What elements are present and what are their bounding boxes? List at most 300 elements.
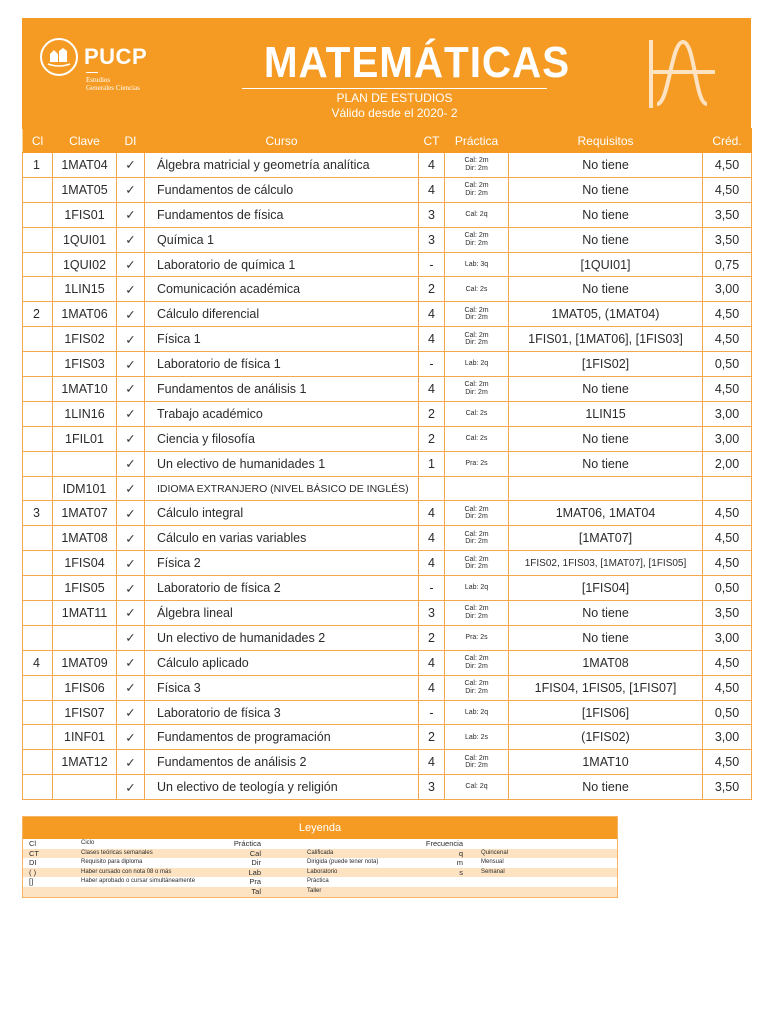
legend-practice-description: Dirigida (puede tener nota) (307, 859, 379, 866)
practice-cell (445, 576, 509, 601)
course-name-cell: Fundamentos de programación (145, 725, 419, 750)
course-code-cell: 1FIS07 (53, 700, 117, 725)
diploma-check-icon: ✓ (117, 625, 145, 650)
course-code-cell: 1MAT04 (53, 153, 117, 178)
legend-practice-code: Tal (251, 886, 261, 896)
legend-row (23, 868, 617, 878)
table-row (23, 327, 752, 352)
practice-line-2: Dir: 2m (465, 314, 488, 322)
course-name-cell: Un electivo de humanidades 1 (145, 451, 419, 476)
diploma-check-icon: ✓ (117, 153, 145, 178)
practice-line-1: Lab: 2q (464, 360, 489, 368)
col-requisitos: Requisitos (509, 129, 703, 153)
practice-line-1: Cal: 2m (464, 555, 489, 563)
theory-hours-cell: 4 (419, 327, 445, 352)
table-row (23, 625, 752, 650)
requirements-cell: No tiene (509, 202, 703, 227)
col-curso: Curso (145, 129, 419, 153)
course-name-cell: Comunicación académica (145, 277, 419, 302)
credits-cell: 0,50 (703, 700, 752, 725)
requirements-cell: No tiene (509, 153, 703, 178)
practice-line-1: Cal: 2m (464, 655, 489, 663)
diploma-check-icon: ✓ (117, 202, 145, 227)
legend-practice-description: Laboratorio (307, 868, 338, 875)
table-row (23, 202, 752, 227)
practice-cell (445, 775, 509, 800)
table-row (23, 700, 752, 725)
diploma-check-icon: ✓ (117, 725, 145, 750)
requirements-cell: No tiene (509, 426, 703, 451)
pucp-logo (40, 38, 170, 108)
diploma-check-icon: ✓ (117, 601, 145, 626)
cycle-cell (23, 526, 53, 551)
legend-frequency-description: Mensual (481, 859, 504, 866)
requirements-cell: [1FIS02] (509, 352, 703, 377)
requirements-cell: No tiene (509, 227, 703, 252)
practice-line-2: Dir: 2m (465, 339, 488, 347)
course-name-cell: Cálculo diferencial (145, 302, 419, 327)
cycle-cell (23, 327, 53, 352)
practice-line-1: Pra: 2s (465, 459, 488, 467)
table-row (23, 650, 752, 675)
practice-cell (445, 625, 509, 650)
course-name-cell: Un electivo de teología y religión (145, 775, 419, 800)
credits-cell: 4,50 (703, 526, 752, 551)
practice-line-2: Dir: 2m (465, 762, 488, 770)
legend-frequency-description: Semanal (481, 868, 505, 875)
practice-line-1: Cal: 2q (465, 783, 488, 791)
col-clave: Clave (53, 129, 117, 153)
legend-code: [] (29, 877, 34, 887)
course-name-cell: Laboratorio de química 1 (145, 252, 419, 277)
practice-cell (445, 551, 509, 576)
requirements-cell: [1FIS04] (509, 576, 703, 601)
credits-cell: 3,50 (703, 601, 752, 626)
course-name-cell: Laboratorio de física 3 (145, 700, 419, 725)
theory-hours-cell: 4 (419, 526, 445, 551)
credits-cell: 3,00 (703, 426, 752, 451)
legend-practice-description: Calificada (307, 849, 334, 856)
practice-line-1: Cal: 2s (465, 410, 488, 418)
credits-cell: 3,50 (703, 775, 752, 800)
requirements-cell (509, 476, 703, 501)
practice-cell (445, 750, 509, 775)
cycle-cell (23, 277, 53, 302)
theory-hours-cell: 4 (419, 750, 445, 775)
practice-cell (445, 451, 509, 476)
requirements-cell: [1FIS06] (509, 700, 703, 725)
course-name-cell: Ciencia y filosofía (145, 426, 419, 451)
legend-frequency-description: Quincenal (481, 849, 509, 856)
cycle-cell: 4 (23, 650, 53, 675)
table-row (23, 377, 752, 402)
requirements-cell: No tiene (509, 377, 703, 402)
credits-cell: 4,50 (703, 153, 752, 178)
legend-box (22, 816, 618, 898)
practice-line-2: Dir: 2m (465, 612, 488, 620)
practice-line-2: Dir: 2m (465, 164, 488, 172)
legend-description: Ciclo (81, 840, 95, 846)
course-code-cell: 1FIS02 (53, 327, 117, 352)
legend-row (23, 877, 617, 887)
practice-line-2: Dir: 2m (465, 662, 488, 670)
course-name-cell: Laboratorio de física 1 (145, 352, 419, 377)
theory-hours-cell: 4 (419, 302, 445, 327)
practice-line-2: Dir: 2m (465, 538, 488, 546)
requirements-cell: 1MAT10 (509, 750, 703, 775)
cycle-cell (23, 426, 53, 451)
theory-hours-cell: - (419, 352, 445, 377)
cycle-cell: 1 (23, 153, 53, 178)
credits-cell: 0,50 (703, 576, 752, 601)
credits-cell: 3,00 (703, 725, 752, 750)
course-code-cell: 1QUI02 (53, 252, 117, 277)
diploma-check-icon: ✓ (117, 526, 145, 551)
practice-cell (445, 277, 509, 302)
table-row (23, 352, 752, 377)
cycle-cell (23, 601, 53, 626)
requirements-cell: 1MAT05, (1MAT04) (509, 302, 703, 327)
credits-cell: 0,50 (703, 352, 752, 377)
course-code-cell: 1FIS01 (53, 202, 117, 227)
course-name-cell: Física 3 (145, 675, 419, 700)
course-name-cell: Fundamentos de análisis 1 (145, 377, 419, 402)
practice-cell (445, 700, 509, 725)
practice-cell (445, 352, 509, 377)
credits-cell: 4,50 (703, 501, 752, 526)
credits-cell: 3,00 (703, 277, 752, 302)
diploma-check-icon: ✓ (117, 501, 145, 526)
practice-cell (445, 377, 509, 402)
requirements-cell: (1FIS02) (509, 725, 703, 750)
credits-cell: 4,50 (703, 327, 752, 352)
practice-cell (445, 202, 509, 227)
theory-hours-cell: 2 (419, 625, 445, 650)
credits-cell: 3,50 (703, 202, 752, 227)
course-code-cell: 1MAT09 (53, 650, 117, 675)
diploma-check-icon: ✓ (117, 576, 145, 601)
page-title: MATEMÁTICAS (263, 38, 571, 87)
table-row (23, 451, 752, 476)
practice-line-1: Cal: 2m (464, 182, 489, 190)
col-diploma: DI (117, 129, 145, 153)
cycle-cell (23, 725, 53, 750)
course-name-cell: Fundamentos de análisis 2 (145, 750, 419, 775)
practice-cell (445, 501, 509, 526)
practice-cell (445, 601, 509, 626)
legend-practice-code: Pra (249, 877, 261, 887)
table-row (23, 401, 752, 426)
legend-description: Haber cursado con nota 08 o más (81, 868, 172, 875)
requirements-cell: [1QUI01] (509, 252, 703, 277)
theory-hours-cell: - (419, 576, 445, 601)
legend-code: ( ) (29, 867, 37, 877)
cycle-cell: 2 (23, 302, 53, 327)
practice-line-1: Cal: 2m (464, 754, 489, 762)
table-row (23, 576, 752, 601)
requirements-cell: [1MAT07] (509, 526, 703, 551)
course-name-cell: Álgebra matricial y geometría analítica (145, 153, 419, 178)
practice-line-1: Pra: 2s (465, 634, 488, 642)
table-row (23, 601, 752, 626)
legend-code: DI (29, 858, 37, 868)
practice-cell (445, 252, 509, 277)
credits-cell: 4,50 (703, 750, 752, 775)
course-name-cell: Laboratorio de física 2 (145, 576, 419, 601)
col-practica: Práctica (445, 129, 509, 153)
diploma-check-icon: ✓ (117, 426, 145, 451)
cycle-cell (23, 352, 53, 377)
math-function-icon (643, 34, 723, 114)
theory-hours-cell: - (419, 252, 445, 277)
theory-hours-cell: 3 (419, 202, 445, 227)
col-creditos: Créd. (703, 129, 752, 153)
pucp-seal-icon (40, 38, 78, 76)
curriculum-table (22, 128, 752, 800)
table-row (23, 775, 752, 800)
diploma-check-icon: ✓ (117, 327, 145, 352)
practice-line-1: Cal: 2m (464, 306, 489, 314)
practice-line-2: Dir: 2m (465, 189, 488, 197)
theory-hours-cell: 3 (419, 601, 445, 626)
requirements-cell: 1LIN15 (509, 401, 703, 426)
course-code-cell: 1FIS04 (53, 551, 117, 576)
course-name-cell: Un electivo de humanidades 2 (145, 625, 419, 650)
course-code-cell: 1FIS06 (53, 675, 117, 700)
diploma-check-icon: ✓ (117, 650, 145, 675)
practice-line-1: Lab: 2q (464, 708, 489, 716)
practice-line-1: Cal: 2m (464, 680, 489, 688)
col-ciclo: Cl (23, 129, 53, 153)
cycle-cell (23, 625, 53, 650)
credits-cell: 3,50 (703, 227, 752, 252)
course-code-cell: 1MAT05 (53, 177, 117, 202)
diploma-check-icon: ✓ (117, 277, 145, 302)
table-header-row (23, 129, 752, 153)
title-divider (242, 88, 547, 89)
table-row (23, 277, 752, 302)
requirements-cell: No tiene (509, 177, 703, 202)
course-code-cell: 1INF01 (53, 725, 117, 750)
legend-row (23, 887, 617, 897)
theory-hours-cell: 4 (419, 650, 445, 675)
diploma-check-icon: ✓ (117, 476, 145, 501)
credits-cell: 4,50 (703, 377, 752, 402)
diploma-check-icon: ✓ (117, 352, 145, 377)
legend-row (23, 839, 617, 849)
credits-cell: 4,50 (703, 177, 752, 202)
practice-line-1: Cal: 2m (464, 605, 489, 613)
table-row (23, 252, 752, 277)
diploma-check-icon: ✓ (117, 252, 145, 277)
credits-cell: 4,50 (703, 302, 752, 327)
cycle-cell (23, 775, 53, 800)
course-code-cell: 1FIS03 (53, 352, 117, 377)
practice-cell (445, 302, 509, 327)
theory-hours-cell: 4 (419, 501, 445, 526)
page-header (22, 18, 751, 128)
legend-practice-code: Lab (248, 867, 261, 877)
practice-line-1: Cal: 2s (465, 434, 488, 442)
credits-cell: 4,50 (703, 551, 752, 576)
table-row (23, 302, 752, 327)
legend-row (23, 849, 617, 859)
legend-practice-description: Práctica (307, 878, 329, 885)
table-row (23, 551, 752, 576)
practice-line-2: Dir: 2m (465, 513, 488, 521)
table-row (23, 426, 752, 451)
table-row (23, 177, 752, 202)
diploma-check-icon: ✓ (117, 700, 145, 725)
diploma-check-icon: ✓ (117, 775, 145, 800)
theory-hours-cell: 2 (419, 401, 445, 426)
plan-label: PLAN DE ESTUDIOS (336, 91, 453, 105)
theory-hours-cell: 2 (419, 426, 445, 451)
practice-line-1: Cal: 2m (464, 530, 489, 538)
requirements-cell: No tiene (509, 625, 703, 650)
theory-hours-cell: 4 (419, 177, 445, 202)
requirements-cell: 1FIS02, 1FIS03, [1MAT07], [1FIS05] (509, 551, 703, 576)
theory-hours-cell: 4 (419, 377, 445, 402)
requirements-cell: No tiene (509, 451, 703, 476)
cycle-cell: 3 (23, 501, 53, 526)
legend-practice-code: Dir (251, 858, 261, 868)
course-name-cell: Cálculo en varias variables (145, 526, 419, 551)
practice-line-2: Dir: 2m (465, 388, 488, 396)
diploma-check-icon: ✓ (117, 675, 145, 700)
course-name-cell: Cálculo integral (145, 501, 419, 526)
cycle-cell (23, 377, 53, 402)
diploma-check-icon: ✓ (117, 377, 145, 402)
practice-cell (445, 227, 509, 252)
theory-hours-cell: 3 (419, 775, 445, 800)
page-subtitle (242, 91, 547, 121)
table-row (23, 476, 752, 501)
diploma-check-icon: ✓ (117, 451, 145, 476)
table-row (23, 526, 752, 551)
diploma-check-icon: ✓ (117, 177, 145, 202)
logo-text: PUCP (84, 44, 148, 69)
cycle-cell (23, 227, 53, 252)
practice-line-2: Dir: 2m (465, 239, 488, 247)
cycle-cell (23, 202, 53, 227)
requirements-cell: No tiene (509, 601, 703, 626)
diploma-check-icon: ✓ (117, 302, 145, 327)
practice-line-1: Cal: 2m (464, 381, 489, 389)
credits-cell: 2,00 (703, 451, 752, 476)
practice-line-1: Lab: 3q (464, 260, 489, 268)
practice-line-1: Cal: 2m (464, 331, 489, 339)
theory-hours-cell: - (419, 700, 445, 725)
practice-cell (445, 327, 509, 352)
diploma-check-icon: ✓ (117, 551, 145, 576)
table-row (23, 227, 752, 252)
course-code-cell: 1MAT08 (53, 526, 117, 551)
course-name-cell: Trabajo académico (145, 401, 419, 426)
table-row (23, 501, 752, 526)
course-name-cell: Física 1 (145, 327, 419, 352)
requirements-cell: 1FIS01, [1MAT06], [1FIS03] (509, 327, 703, 352)
credits-cell: 3,00 (703, 401, 752, 426)
course-name-cell: Álgebra lineal (145, 601, 419, 626)
course-code-cell: 1MAT07 (53, 501, 117, 526)
credits-cell: 0,75 (703, 252, 752, 277)
table-row (23, 675, 752, 700)
legend-frequency-code: q (458, 848, 463, 858)
diploma-check-icon: ✓ (117, 750, 145, 775)
practice-cell (445, 650, 509, 675)
logo-subtitle: Estudios Generales Ciencias (86, 76, 140, 92)
course-code-cell: 1FIS05 (53, 576, 117, 601)
credits-cell (703, 476, 752, 501)
course-code-cell (53, 451, 117, 476)
theory-hours-cell: 4 (419, 675, 445, 700)
course-code-cell: 1QUI01 (53, 227, 117, 252)
legend-title: Leyenda (23, 817, 617, 839)
table-row (23, 750, 752, 775)
requirements-cell: 1FIS04, 1FIS05, [1FIS07] (509, 675, 703, 700)
practice-line-1: Cal: 2m (464, 505, 489, 513)
course-code-cell: 1MAT12 (53, 750, 117, 775)
theory-hours-cell: 4 (419, 153, 445, 178)
legend-description: Requisito para diploma (81, 859, 143, 866)
course-code-cell: 1MAT11 (53, 601, 117, 626)
legend-practice-code: Cal (249, 848, 261, 858)
practice-cell (445, 401, 509, 426)
theory-hours-cell: 2 (419, 277, 445, 302)
theory-hours-cell: 2 (419, 725, 445, 750)
legend-frequency-code: Frecuencia (425, 839, 463, 848)
table-row (23, 153, 752, 178)
theory-hours-cell: 3 (419, 227, 445, 252)
validity-label: Válido desde el 2020- 2 (331, 106, 458, 120)
credits-cell: 4,50 (703, 675, 752, 700)
practice-cell (445, 153, 509, 178)
requirements-cell: No tiene (509, 775, 703, 800)
practice-line-1: Lab: 2s (465, 733, 488, 741)
practice-line-1: Cal: 2q (465, 210, 488, 218)
course-name-cell: Física 2 (145, 551, 419, 576)
practice-cell (445, 177, 509, 202)
course-name-cell: IDIOMA EXTRANJERO (NIVEL BÁSICO DE INGLÉS) (145, 476, 419, 501)
cycle-cell (23, 700, 53, 725)
cycle-cell (23, 750, 53, 775)
cycle-cell (23, 476, 53, 501)
course-code-cell: 1FIL01 (53, 426, 117, 451)
course-code-cell: 1LIN15 (53, 277, 117, 302)
credits-cell: 3,00 (703, 625, 752, 650)
requirements-cell: No tiene (509, 277, 703, 302)
legend-frequency-code: m (456, 858, 463, 868)
legend-practice-description: Taller (307, 887, 322, 894)
practice-line-1: Cal: 2m (464, 157, 489, 165)
course-name-cell: Fundamentos de cálculo (145, 177, 419, 202)
course-code-cell: IDM101 (53, 476, 117, 501)
legend-frequency-code: s (459, 867, 463, 877)
practice-cell (445, 426, 509, 451)
legend-row (23, 858, 617, 868)
course-name-cell: Química 1 (145, 227, 419, 252)
cycle-cell (23, 451, 53, 476)
legend-code: Cl (29, 839, 37, 848)
credits-cell: 4,50 (703, 650, 752, 675)
cycle-cell (23, 576, 53, 601)
legend-practice-code: Práctica (233, 839, 261, 848)
practice-line-2: Dir: 2m (465, 563, 488, 571)
cycle-cell (23, 551, 53, 576)
course-code-cell: 1LIN16 (53, 401, 117, 426)
course-code-cell: 1MAT10 (53, 377, 117, 402)
